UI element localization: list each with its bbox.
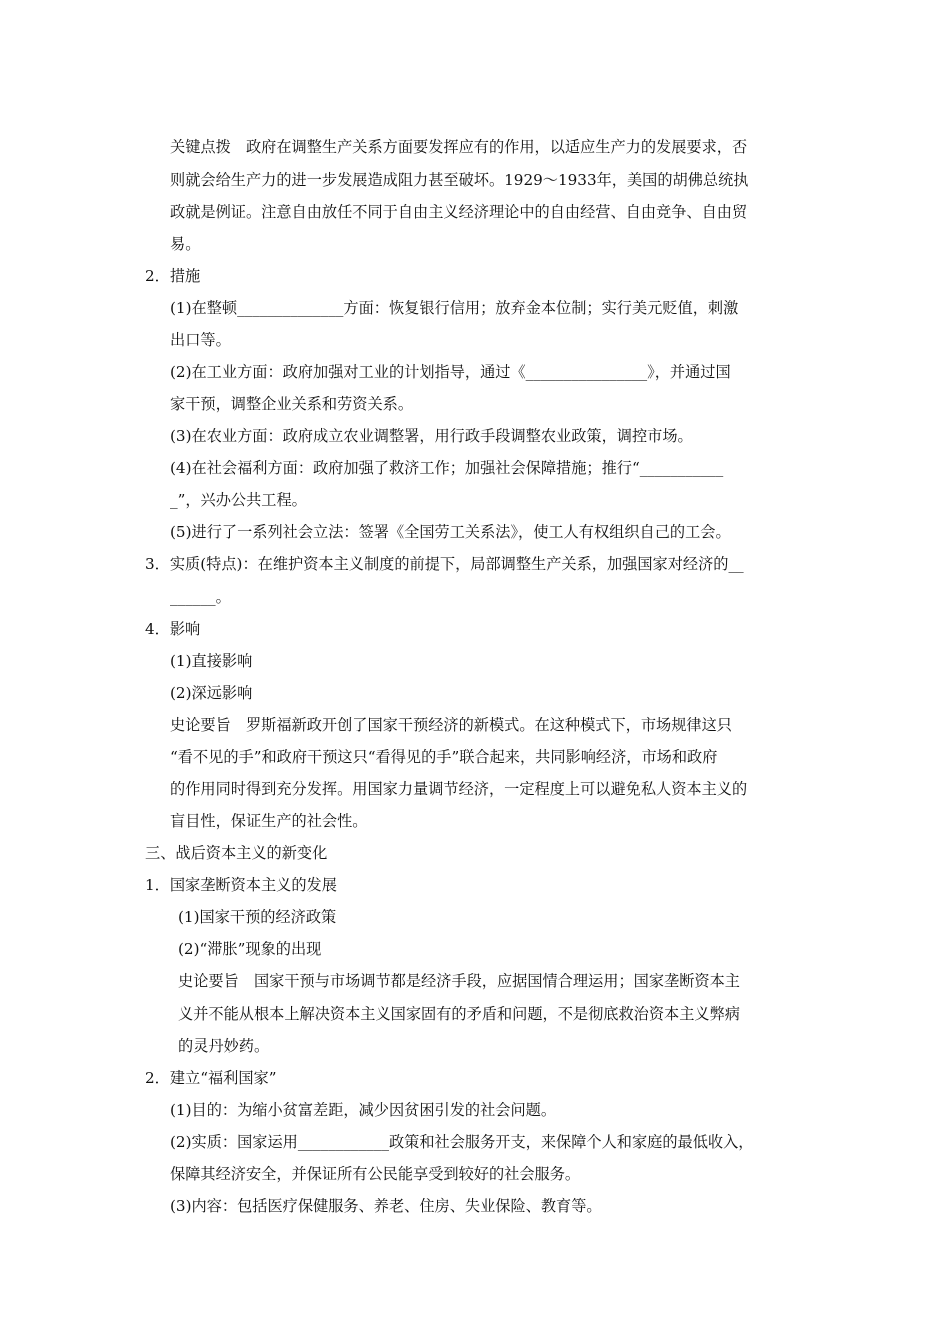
measure-2-line-1: (2)在工业方面：政府加强对工业的计划指导，通过《________________》，并通过国: [170, 363, 731, 381]
section-4-impact-heading: 4．影响: [145, 620, 201, 638]
part-3-item-1-sub-1: (1)国家干预的经济政策: [178, 908, 337, 926]
history-summary-2-line-3: 的灵丹妙药。: [178, 1037, 270, 1055]
section-3-essence-line-1: 3．实质(特点)：在维护资本主义制度的前提下，局部调整生产关系，加强国家对经济的__: [145, 555, 744, 573]
measure-1-line-2: 出口等。: [170, 331, 231, 349]
history-summary-2-line-2: 义并不能从根本上解决资本主义国家固有的矛盾和问题，不是彻底救治资本主义弊病: [178, 1005, 740, 1023]
history-summary-2-line-1: 史论要旨 国家干预与市场调节都是经济手段，应据国情合理运用；国家垄断资本主: [178, 972, 740, 990]
welfare-essence-line-1: (2)实质：国家运用____________政策和社会服务开支，来保障个人和家庭的最低收入，: [170, 1133, 754, 1151]
measure-2-line-2: 家干预，调整企业关系和劳资关系。: [170, 395, 413, 413]
measure-5-line: (5)进行了一系列社会立法：签署《全国劳工关系法》，使工人有权组织自己的工会。: [170, 523, 731, 541]
key-point-line-2: 则就会给生产力的进一步发展造成阻力甚至破坏。1929～1933年，美国的胡佛总统执: [170, 171, 749, 189]
section-3-essence-line-2: ______。: [170, 588, 231, 606]
welfare-essence-line-2: 保障其经济安全，并保证所有公民能享受到较好的社会服务。: [170, 1165, 581, 1183]
part-3-heading: 三、战后资本主义的新变化: [145, 844, 328, 862]
welfare-purpose-line: (1)目的：为缩小贫富差距，减少因贫困引发的社会问题。: [170, 1101, 557, 1119]
part-3-item-2-heading: 2．建立“福利国家”: [145, 1069, 277, 1087]
measure-3-line: (3)在农业方面：政府成立农业调整署，用行政手段调整农业政策，调控市场。: [170, 427, 693, 445]
history-summary-line-1: 史论要旨 罗斯福新政开创了国家干预经济的新模式。在这种模式下，市场规律这只: [170, 716, 732, 734]
key-point-line-4: 易。: [170, 235, 201, 253]
key-point-line-3: 政就是例证。注意自由放任不同于自由主义经济理论中的自由经营、自由竞争、自由贸: [170, 203, 748, 221]
impact-1-line: (1)直接影响: [170, 652, 253, 670]
measure-4-line-1: (4)在社会福利方面：政府加强了救济工作；加强社会保障措施；推行“___________: [170, 459, 724, 477]
history-summary-line-4: 盲目性，保证生产的社会性。: [170, 812, 368, 830]
section-2-measures-heading: 2．措施: [145, 267, 201, 285]
impact-2-line: (2)深远影响: [170, 684, 253, 702]
key-point-line-1: 关键点拨 政府在调整生产关系方面要发挥应有的作用，以适应生产力的发展要求，否: [170, 138, 748, 156]
measure-4-line-2: _”，兴办公共工程。: [170, 491, 307, 509]
measure-1-line-1: (1)在整顿______________方面：恢复银行信用；放弃金本位制；实行美元贬值，刺激: [170, 299, 739, 317]
history-summary-line-2: “看不见的手”和政府干预这只“看得见的手”联合起来，共同影响经济，市场和政府: [170, 748, 718, 766]
part-3-item-1-sub-2: (2)“滞胀”现象的出现: [178, 940, 322, 958]
history-summary-line-3: 的作用同时得到充分发挥。用国家力量调节经济，一定程度上可以避免私人资本主义的: [170, 780, 748, 798]
part-3-item-1-heading: 1．国家垄断资本主义的发展: [145, 876, 337, 894]
welfare-content-line: (3)内容：包括医疗保健服务、养老、住房、失业保险、教育等。: [170, 1197, 602, 1215]
